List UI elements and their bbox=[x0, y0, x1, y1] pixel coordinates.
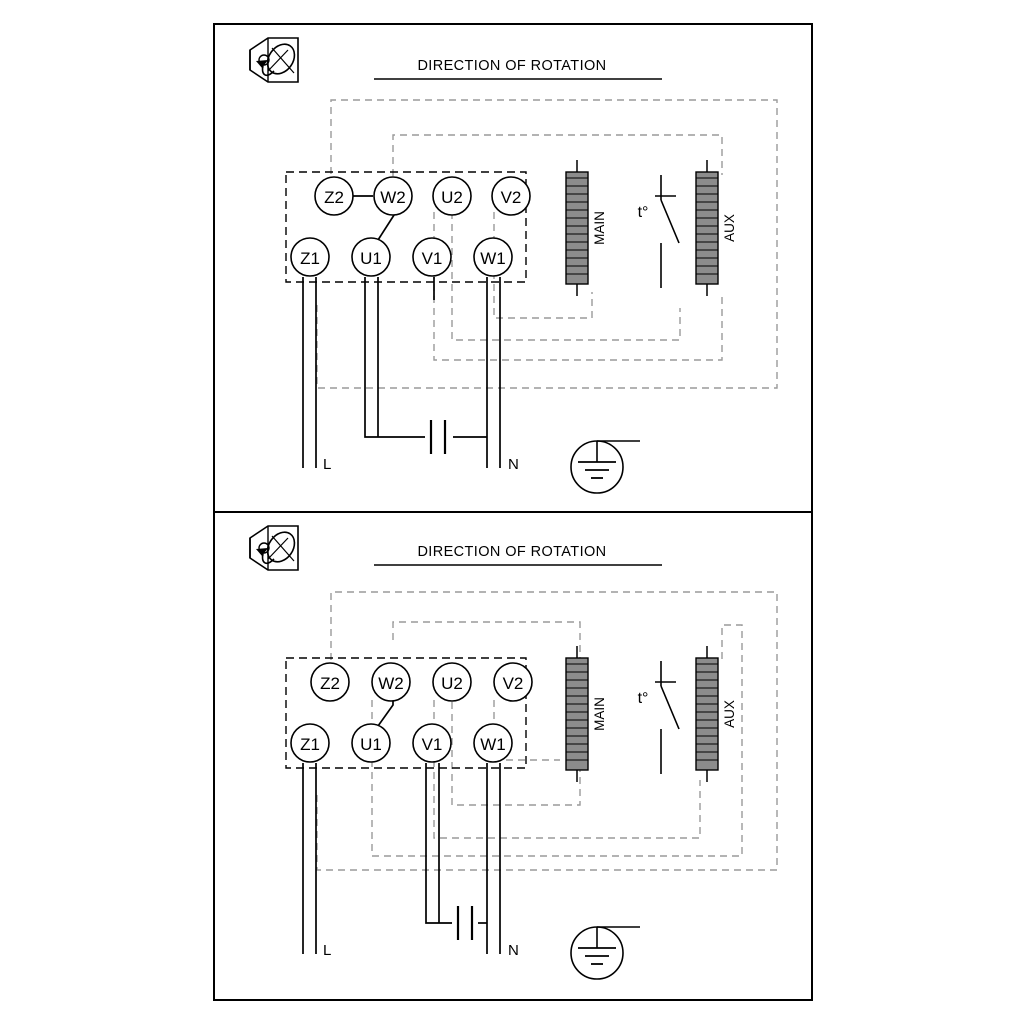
svg-text:W1: W1 bbox=[480, 249, 506, 268]
svg-text:Z1: Z1 bbox=[300, 249, 320, 268]
svg-text:W2: W2 bbox=[378, 674, 404, 693]
svg-text:U1: U1 bbox=[360, 249, 382, 268]
coil-main-label-bottom: MAIN bbox=[592, 697, 607, 731]
thermal-switch-label-top: t° bbox=[637, 204, 649, 221]
svg-text:U2: U2 bbox=[441, 188, 463, 207]
rotation-title-top: DIRECTION OF ROTATION bbox=[417, 58, 607, 74]
supply-label-n-top: N bbox=[508, 456, 519, 473]
svg-text:V1: V1 bbox=[421, 735, 443, 754]
svg-text:Z2: Z2 bbox=[324, 188, 344, 207]
supply-label-n-bottom: N bbox=[508, 942, 519, 959]
svg-text:Z1: Z1 bbox=[300, 735, 320, 754]
supply-label-l-top: L bbox=[323, 456, 332, 473]
svg-text:V1: V1 bbox=[421, 249, 443, 268]
coil-aux-label-bottom: AUX bbox=[722, 700, 737, 728]
svg-text:V2: V2 bbox=[500, 188, 522, 207]
coil-main-label-top: MAIN bbox=[592, 211, 607, 245]
rotation-title-bottom: DIRECTION OF ROTATION bbox=[417, 544, 607, 560]
svg-text:W2: W2 bbox=[380, 188, 406, 207]
svg-text:U1: U1 bbox=[360, 735, 382, 754]
supply-label-l-bottom: L bbox=[323, 942, 332, 959]
thermal-switch-label-bottom: t° bbox=[637, 690, 649, 707]
svg-text:W1: W1 bbox=[480, 735, 506, 754]
svg-text:V2: V2 bbox=[502, 674, 524, 693]
svg-text:U2: U2 bbox=[441, 674, 463, 693]
svg-text:Z2: Z2 bbox=[320, 674, 340, 693]
coil-aux-label-top: AUX bbox=[722, 214, 737, 242]
